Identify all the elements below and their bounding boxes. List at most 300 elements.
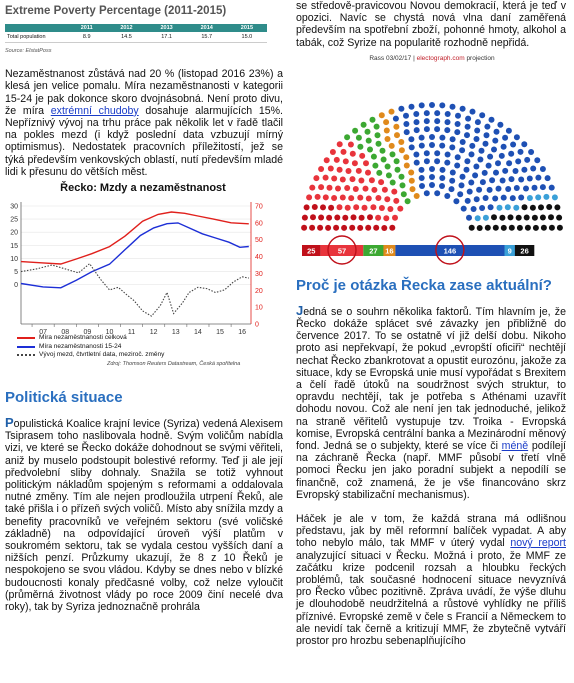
seat-dot — [344, 185, 350, 191]
seat-dot — [389, 225, 395, 231]
seat-dot — [419, 183, 425, 189]
seat-dot — [409, 178, 415, 184]
seat-dot — [387, 206, 393, 212]
brand-label: electograph.com — [416, 54, 465, 62]
seat-dot — [413, 151, 419, 157]
y-right-tick-label: 0 — [255, 321, 259, 329]
seat-dot — [509, 225, 515, 231]
parliament-title — [296, 55, 568, 63]
seat-dot — [489, 177, 495, 183]
seat-dot — [371, 153, 377, 159]
legend-item — [17, 343, 240, 352]
seat-dot — [439, 183, 445, 189]
seat-dot — [465, 115, 471, 121]
seat-dot — [518, 194, 524, 200]
seat-dot — [524, 214, 530, 220]
seat-dot — [530, 205, 536, 211]
seat-dot — [489, 117, 495, 123]
seat-dot — [401, 191, 407, 197]
seat-dot — [505, 204, 511, 210]
seat-dot — [440, 167, 446, 173]
seat-dot — [344, 134, 350, 140]
y-left-tick-label: 25 — [10, 216, 18, 224]
seat-dot — [379, 112, 385, 118]
seat-dot — [445, 111, 451, 117]
seat-dot — [353, 204, 359, 210]
seat-dot — [543, 194, 549, 200]
seat-dot — [404, 129, 410, 135]
seat-dot — [313, 175, 319, 181]
seat-dot — [359, 215, 365, 221]
seat-dot — [460, 139, 466, 145]
seat-dot — [358, 177, 364, 183]
seat-dot — [492, 195, 498, 201]
row-label: Total population — [5, 32, 67, 43]
seat-dot — [475, 215, 481, 221]
seat-dot — [381, 156, 387, 162]
table-cell: 17.1 — [147, 32, 187, 43]
party-seat-count: 9 — [507, 246, 512, 256]
seat-dot — [479, 148, 485, 154]
seat-dot — [429, 166, 435, 172]
link-extreme-poverty[interactable]: extrémní chudoby — [50, 104, 139, 117]
seat-dot — [352, 160, 358, 166]
seat-dot — [392, 215, 398, 221]
seat-dot — [521, 167, 527, 173]
seat-dot — [342, 215, 348, 221]
seat-dot — [487, 153, 493, 159]
y-right-tick-label: 50 — [255, 237, 263, 245]
text: opulistická Koalice krajní levice (Syriza) vedená Alexisem Tsiprasem toho naslibovala hodně. Svým voličům nabídla vizi, ve které se Řecko dokáže dohodnout se svými věřiteli, aniž by muselo podstoupit bolestivé reformy. Teď ji ale její předvolební sliby dohnaly. Snažila se totiž vyhnout politickým nákladům spojeným s reformami a oddalovala nutné změny. Tím ale nejen prodloužila utrpení Řeků, ale také přišla i o přízeň svých voličů. Místo aby snížila mzdy a benefity pracovníků ve veřejném sektoru (své voličské základně) na odpovídající úroveň výší platům v soukromém sektoru, tak se vydala cestou vyšších daní a nižších penzí. Průzkumy ukazují, že 8 z 10 Řeků je nespokojeno se svou vládou. Kdyby se dnes nebo v blízké budoucnosti konaly předčasné volby, což nelze vyloučit (průměrná životnost vlády po roce 2009 činí necelé dva roky), tak by Syriza jednoznačně prohrála — [5, 418, 283, 614]
seat-dot — [328, 165, 334, 171]
seat-dot — [382, 187, 388, 193]
seat-dot — [340, 176, 346, 182]
seat-dot — [474, 196, 480, 202]
seat-dot — [384, 127, 390, 133]
seat-dot — [356, 135, 362, 141]
seat-dot — [403, 121, 409, 127]
y-left-tick-label: 20 — [10, 229, 18, 237]
dropcap: P — [5, 415, 14, 431]
x-tick-label: 15 — [216, 329, 224, 337]
seat-dot — [408, 169, 414, 175]
seat-dot — [398, 139, 404, 145]
seat-dot — [393, 198, 399, 204]
seat-dot — [351, 214, 357, 220]
party-seat-count: 57 — [337, 246, 347, 256]
party-seat-count: 146 — [443, 246, 457, 256]
seat-dot — [508, 214, 514, 220]
seat-dot — [408, 136, 414, 142]
text: Háček je ale v tom, že každá strana má odlišnou představu, jak by měl reformní balíček vypadat. A aby toho nebylo málo, tak MMF v úterý vydal — [296, 513, 566, 550]
seat-dot — [304, 204, 310, 210]
seat-dot — [359, 153, 365, 159]
seat-dot — [510, 141, 516, 147]
seat-dot — [366, 195, 372, 201]
seat-dot — [341, 149, 347, 155]
x-tick-label: 11 — [127, 329, 136, 337]
header-cell: 2014 — [187, 24, 227, 32]
seat-dot — [469, 225, 475, 231]
seat-dot — [532, 215, 538, 221]
seat-dot — [552, 194, 558, 200]
seat-dot — [508, 151, 514, 157]
seat-dot — [348, 141, 354, 147]
seat-dot — [352, 128, 358, 134]
seat-dot — [473, 163, 479, 169]
poverty-table-header — [5, 24, 267, 32]
table-cell: 8.9 — [67, 32, 106, 43]
seat-dot — [409, 144, 415, 150]
seat-dot — [306, 194, 312, 200]
seat-dot — [522, 204, 528, 210]
seat-dot — [328, 205, 334, 211]
seat-dot — [409, 104, 415, 110]
paragraph-politics — [5, 417, 283, 613]
seat-dot — [334, 157, 340, 163]
seat-dot — [515, 158, 521, 164]
header-cell: 2012 — [106, 24, 146, 32]
seat-dot — [385, 136, 391, 142]
seat-dot — [444, 127, 450, 133]
seat-dot — [461, 205, 467, 211]
seat-dot — [334, 214, 340, 220]
seat-dot — [419, 167, 425, 173]
seat-dot — [439, 142, 445, 148]
seat-dot — [492, 137, 498, 143]
seat-dot — [484, 132, 490, 138]
text: Nezaměstnanost zůstává nad 20 % (listopad 2016 23%) a klesá jen velice pomalu. Míra nezaměstnanosti v kategorii 15-24 je pak dokonce skoro dvojnásobná. Není proto divu, že míra — [5, 68, 283, 117]
seat-dot — [374, 123, 380, 129]
text: dosahuje alarmujících 15%. Nepříznivý vývoj na trhu práce pak několik let v řadě tlačil na pokles mezd (i když poslední data vzbuzují mírný optimismus). Nedostatek pracovních příležitostí, jež se týká především venkovských oblastí, nutí především mladé lidi k přesunu do větších měst. — [5, 104, 283, 178]
seat-dot — [464, 167, 470, 173]
seat-dot — [310, 214, 316, 220]
seat-dot — [465, 198, 471, 204]
table-row — [5, 32, 267, 43]
seat-dot — [500, 177, 506, 183]
legend-label: Vývoj mezd, čtvrtletní data, meziroč. změny — [39, 351, 165, 359]
seat-dot — [343, 158, 349, 164]
seat-dot — [439, 102, 445, 108]
seat-dot — [429, 102, 435, 108]
seat-dot — [455, 113, 461, 119]
seat-dot — [394, 158, 400, 164]
seat-dot — [424, 150, 430, 156]
paragraph-imf — [296, 513, 566, 647]
seat-dot — [363, 160, 369, 166]
x-tick-label: 10 — [105, 329, 114, 337]
text: projection — [464, 54, 495, 62]
seat-dot — [450, 104, 456, 110]
seat-dot — [472, 172, 478, 178]
seat-dot — [454, 162, 460, 168]
paragraph-why — [296, 302, 566, 501]
seat-dot — [302, 214, 308, 220]
seat-dot — [346, 168, 352, 174]
seat-dot — [527, 175, 533, 181]
seat-dot — [514, 134, 520, 140]
seat-dot — [341, 225, 347, 231]
seat-dot — [337, 204, 343, 210]
seat-dot — [535, 194, 541, 200]
seat-dot — [549, 184, 555, 190]
seat-dot — [482, 170, 488, 176]
seat-dot — [506, 160, 512, 166]
seat-dot — [524, 157, 530, 163]
seat-dot — [400, 182, 406, 188]
seat-dot — [367, 214, 373, 220]
x-tick-label: 07 — [39, 329, 48, 337]
seat-dot — [445, 151, 451, 157]
seat-dot — [331, 195, 337, 201]
seat-dot — [517, 225, 523, 231]
seat-dot — [389, 108, 395, 114]
seat-dot — [345, 205, 351, 211]
seat-dot — [398, 106, 404, 112]
seat-dot — [497, 122, 503, 128]
seat-dot — [495, 160, 501, 166]
y-right-tick-label: 60 — [255, 220, 263, 228]
y-right-tick-label: 40 — [255, 254, 263, 262]
seat-dot — [501, 225, 507, 231]
seat-dot — [399, 147, 405, 153]
seat-dot — [414, 119, 420, 125]
link-new-report[interactable]: nový report — [510, 537, 566, 550]
seat-dot — [383, 119, 389, 125]
seat-dot — [497, 205, 503, 211]
party-seat-count: 25 — [307, 246, 316, 256]
seat-dot — [479, 112, 485, 118]
seat-dot — [361, 122, 367, 128]
seat-dot — [464, 132, 470, 138]
y-right-tick-label: 30 — [255, 270, 263, 278]
seat-dot — [335, 185, 341, 191]
text: analyzující situaci v Řecku. Možná i proto, že MMF ze začátku krize podcenil rozsah a hloubku řeckých problémů, tak současné hodnocení situace nevyznívá pro Řecko vůbec pozitivně. Zpráva uvádí, že výše dluhu je dlouhodobě neudržitelná a růstové vyhlídky ne příliš příznivé. Evropské země v čele s Francií a Německem to ale nevidí tak černě a kritizují MMF, že zbytečně vytváří prostor pro hrozbu sebenaplňujícího — [296, 549, 566, 648]
seat-dot — [518, 149, 524, 155]
seat-dot — [513, 168, 519, 174]
seat-dot — [333, 225, 339, 231]
left-column — [5, 0, 283, 613]
seat-dot — [318, 166, 324, 172]
seat-dot — [459, 182, 465, 188]
seat-dot — [525, 225, 531, 231]
seat-dot — [445, 119, 451, 125]
seat-dot — [493, 169, 499, 175]
seat-dot — [366, 137, 372, 143]
dropcap: J — [296, 302, 304, 318]
seat-dot — [393, 115, 399, 121]
seat-dot — [483, 215, 489, 221]
parliament-projection — [296, 55, 568, 267]
seat-dot — [477, 225, 483, 231]
seat-dot — [349, 225, 355, 231]
seat-dot — [557, 225, 563, 231]
seat-dot — [357, 225, 363, 231]
seat-dot — [414, 127, 420, 133]
seat-dot — [491, 214, 497, 220]
seat-dot — [424, 110, 430, 116]
seat-dot — [375, 132, 381, 138]
seat-dot — [375, 195, 381, 201]
legend-swatch — [17, 346, 35, 348]
seat-dot — [429, 182, 435, 188]
seat-dot — [323, 174, 329, 180]
x-tick-label: 16 — [238, 329, 247, 337]
seat-dot — [465, 124, 471, 130]
seat-dot — [357, 144, 363, 150]
x-tick-label: 13 — [171, 329, 180, 337]
seat-dot — [491, 146, 497, 152]
seat-dot — [393, 124, 399, 130]
seat-dot — [449, 186, 455, 192]
seat-dot — [496, 185, 502, 191]
seat-dot — [513, 205, 519, 211]
seat-dot — [455, 154, 461, 160]
seat-dot — [370, 204, 376, 210]
header-cell: 2011 — [67, 24, 106, 32]
seat-dot — [414, 193, 420, 199]
seat-dot — [476, 187, 482, 193]
seat-dot — [325, 225, 331, 231]
section-heading-why: Proč je otázka Řecka zase aktuální? — [296, 276, 552, 294]
seat-dot — [372, 162, 378, 168]
seat-dot — [337, 167, 343, 173]
legend-label: Míra nezaměstnanosti 15-24 — [39, 342, 122, 350]
seat-dot — [323, 194, 329, 200]
x-tick-label: 14 — [194, 329, 202, 337]
table-source: Source: ElstatPoss — [5, 48, 52, 54]
seat-dot — [453, 198, 459, 204]
seat-dot — [527, 195, 533, 201]
seat-dot — [434, 190, 440, 196]
seat-dot — [357, 194, 363, 200]
paragraph-continued: se středově-pravicovou Novou demokracií, která je teď v opozici. Navíc se chystá nová vlna daní zaměřená především na spotřební zboží, pohonné hmoty, alkohol a tabák, což Syrize na popularitě rozhodně nepřidá. — [296, 0, 566, 49]
link-mene[interactable]: méně — [501, 440, 529, 453]
chart-plot — [5, 196, 281, 348]
seat-dot — [424, 190, 430, 196]
seat-dot — [546, 204, 552, 210]
seat-dot — [362, 205, 368, 211]
seat-dot — [477, 156, 483, 162]
seat-dot — [378, 179, 384, 185]
legend-label: Míra nezaměstnanosti celková — [39, 334, 127, 342]
seat-dot — [499, 153, 505, 159]
seat-dot — [434, 118, 440, 124]
x-tick-label: 12 — [149, 329, 158, 337]
series-line — [21, 223, 249, 288]
legend-item — [17, 334, 240, 343]
seat-dot — [348, 195, 354, 201]
seat-dot — [315, 194, 321, 200]
seat-dot — [469, 151, 475, 157]
parliament-diagram — [296, 65, 568, 265]
seat-dot — [365, 225, 371, 231]
seat-dot — [501, 194, 507, 200]
table-cell: 14.5 — [106, 32, 146, 43]
seat-dot — [480, 179, 486, 185]
seat-dot — [381, 225, 387, 231]
seat-dot — [370, 117, 376, 123]
party-seat-count: 26 — [520, 246, 529, 256]
seat-dot — [469, 143, 475, 149]
seat-dot — [309, 184, 315, 190]
seat-dot — [541, 225, 547, 231]
seat-dot — [439, 175, 445, 181]
table-cell: 15.0 — [227, 32, 267, 43]
seat-dot — [356, 168, 362, 174]
seat-dot — [460, 106, 466, 112]
seat-dot — [506, 128, 512, 134]
header-cell: 2013 — [147, 24, 187, 32]
seat-dot — [493, 225, 499, 231]
y-right-tick-label: 20 — [255, 287, 263, 295]
seat-dot — [449, 144, 455, 150]
seat-dot — [326, 215, 332, 221]
seat-dot — [429, 174, 435, 180]
seat-dot — [353, 186, 359, 192]
seat-dot — [320, 204, 326, 210]
seat-dot — [386, 172, 392, 178]
seat-dot — [467, 188, 473, 194]
seat-dot — [397, 205, 403, 211]
seat-dot — [545, 175, 551, 181]
seat-dot — [419, 102, 425, 108]
x-tick-label: 09 — [83, 329, 92, 337]
paragraph-unemployment — [5, 68, 283, 178]
seat-dot — [549, 225, 555, 231]
seat-dot — [450, 169, 456, 175]
legend-swatch — [17, 354, 35, 356]
y-left-tick-label: 10 — [10, 255, 18, 263]
poverty-table — [5, 24, 267, 43]
seat-dot — [413, 111, 419, 117]
seat-dot — [509, 176, 515, 182]
seat-dot — [390, 179, 396, 185]
y-left-tick-label: 30 — [10, 203, 18, 211]
seat-dot — [424, 158, 430, 164]
seat-dot — [318, 214, 324, 220]
seat-dot — [464, 158, 470, 164]
seat-dot — [327, 185, 333, 191]
seat-dot — [399, 174, 405, 180]
seat-dot — [444, 193, 450, 199]
seat-dot — [450, 136, 456, 142]
seat-dot — [502, 135, 508, 141]
seat-dot — [405, 198, 411, 204]
seat-dot — [429, 142, 435, 148]
seat-dot — [499, 215, 505, 221]
y-left-tick-label: 5 — [14, 269, 18, 277]
seat-dot — [486, 162, 492, 168]
seat-dot — [518, 176, 524, 182]
seat-dot — [483, 141, 489, 147]
wages-unemployment-chart — [5, 182, 281, 385]
seat-dot — [419, 175, 425, 181]
seat-dot — [501, 144, 507, 150]
seat-dot — [330, 149, 336, 155]
text: Rass 03/02/17 | — [369, 54, 417, 62]
seat-dot — [414, 159, 420, 165]
seat-dot — [317, 225, 323, 231]
y-right-tick-label: 70 — [255, 203, 263, 211]
seat-dot — [337, 141, 343, 147]
seat-dot — [483, 195, 489, 201]
seat-dot — [484, 123, 490, 129]
seat-dot — [363, 185, 369, 191]
chart-title: Řecko: Mzdy a nezaměstnanost — [60, 182, 226, 195]
seat-dot — [365, 129, 371, 135]
seat-dot — [324, 157, 330, 163]
